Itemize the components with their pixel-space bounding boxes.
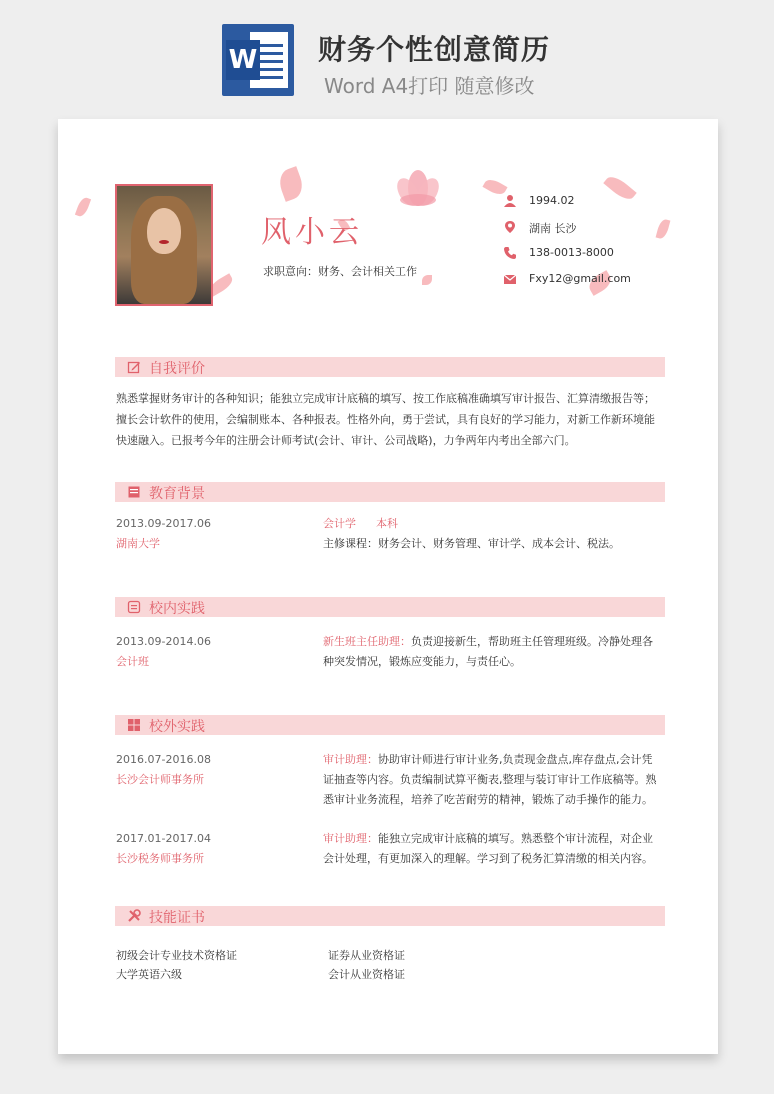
work-detail: 审计助理：能独立完成审计底稿的填写。熟悉整个审计流程，对企业会计处理，有更加深入的理解。学习到了税务汇算清缴的相关内容。 — [323, 832, 653, 865]
grid-icon — [127, 718, 141, 732]
job-intent: 求职意向：财务、会计相关工作 — [263, 265, 417, 278]
skill-item: 证券从业资格证 — [328, 949, 405, 962]
resume-page: 风小云 求职意向：财务、会计相关工作 1994.02 湖南 长沙 138-0013-8000 Fxy12@gmail.com 自我评价 熟悉掌握财务审计的各种知识；能独立完成审计底稿的填写、按工作底稿准确填写审计报告、汇算清缴报告等；擅长会计软件的使用，会编制账本、各种报表。性格外向，勇于尝试，具有良好的学习能力，对新工作新环境能快速融入。已报考今年的注册会计师考试(会计、审计、公司战略)，力争两年内考出全部六门。 教育背景 2013.09-2017.06 湖南大学 会计学 本科 主修课程：财务会计、财务管理、审计学、成本会计、税法。 校内实践 2013.09-2014.06 会计班 新生班主任助理：负责迎接新生，帮助班主任管理班级。冷静处理各种突发情况，锻炼应变能力，与责任心。 校外实践 2016.07-2016.08 长沙会计师事务所 审计助理：协助审计师进行审计业务,负责现金盘点,库存盘点,会计凭证抽查等内容。负责编制试算平衡表,整理与装订审计工作底稿等。熟悉审计业务流程，培养了吃苦耐劳的精神，锻炼了动手操作的能力。 2017.01-2017.04 长沙税务师事务所 审计助理：能独立完成审计底稿的填写。熟悉整个审计流程，对企业会计处理，有更加深入的理解。学习到了税务汇算清缴的相关内容。 技能证书 初级会计专业技术资格证 证券从业资格证 大学英语六级 会计从业资格证 — [58, 119, 718, 1054]
flower-decoration — [388, 164, 448, 208]
petal-decoration — [603, 172, 637, 203]
word-icon — [222, 24, 294, 96]
section-campus-practice: 校内实践 — [115, 597, 665, 617]
edit-icon — [127, 360, 141, 374]
location-icon — [503, 220, 517, 234]
education-degree: 本科 — [376, 517, 398, 530]
skill-item: 大学英语六级 — [116, 968, 182, 981]
section-external-practice: 校外实践 — [115, 715, 665, 735]
page-title: 财务个性创意简历 — [318, 33, 551, 66]
work-org: 长沙税务师事务所 — [116, 852, 204, 865]
campus-date: 2013.09-2014.06 — [116, 635, 211, 648]
petal-decoration — [422, 275, 432, 285]
education-school: 湖南大学 — [116, 537, 160, 550]
education-courses: 主修课程：财务会计、财务管理、审计学、成本会计、税法。 — [323, 537, 620, 550]
tools-icon — [127, 909, 141, 923]
section-education: 教育背景 — [115, 482, 665, 502]
page-subtitle: Word A4打印 随意修改 — [324, 74, 535, 98]
skill-item: 会计从业资格证 — [328, 968, 405, 981]
list-icon — [127, 600, 141, 614]
self-evaluation-text: 熟悉掌握财务审计的各种知识；能独立完成审计底稿的填写、按工作底稿准确填写审计报告、汇算清缴报告等；擅长会计软件的使用，会编制账本、各种报表。性格外向，勇于尝试，具有良好的学习能力，对新工作新环境能快速融入。已报考今年的注册会计师考试(会计、审计、公司战略)，力争两年内考出全部六门。 — [116, 392, 655, 447]
word-letter: W — [226, 40, 260, 80]
phone-icon — [503, 246, 517, 260]
section-skills: 技能证书 — [115, 906, 665, 926]
avatar — [115, 184, 213, 306]
campus-org: 会计班 — [116, 655, 149, 668]
section-self-evaluation: 自我评价 — [115, 357, 665, 377]
campus-detail: 新生班主任助理：负责迎接新生，帮助班主任管理班级。冷静处理各种突发情况，锻炼应变能力，与责任心。 — [323, 635, 653, 668]
work-org: 长沙会计师事务所 — [116, 773, 204, 786]
work-detail: 审计助理：协助审计师进行审计业务,负责现金盘点,库存盘点,会计凭证抽查等内容。负责编制试算平衡表,整理与装订审计工作底稿等。熟悉审计业务流程，培养了吃苦耐劳的精神，锻炼了动手操作的能力。 — [323, 753, 657, 806]
petal-decoration — [656, 218, 671, 240]
petal-decoration — [75, 196, 91, 218]
candidate-name: 风小云 — [261, 215, 363, 250]
skill-item: 初级会计专业技术资格证 — [116, 949, 237, 962]
education-major: 会计学 — [323, 517, 356, 530]
education-date: 2013.09-2017.06 — [116, 517, 211, 530]
petal-decoration — [276, 166, 307, 202]
person-icon — [503, 194, 517, 208]
mail-icon — [503, 272, 517, 286]
work-date: 2016.07-2016.08 — [116, 753, 211, 766]
book-icon — [127, 485, 141, 499]
work-date: 2017.01-2017.04 — [116, 832, 211, 845]
